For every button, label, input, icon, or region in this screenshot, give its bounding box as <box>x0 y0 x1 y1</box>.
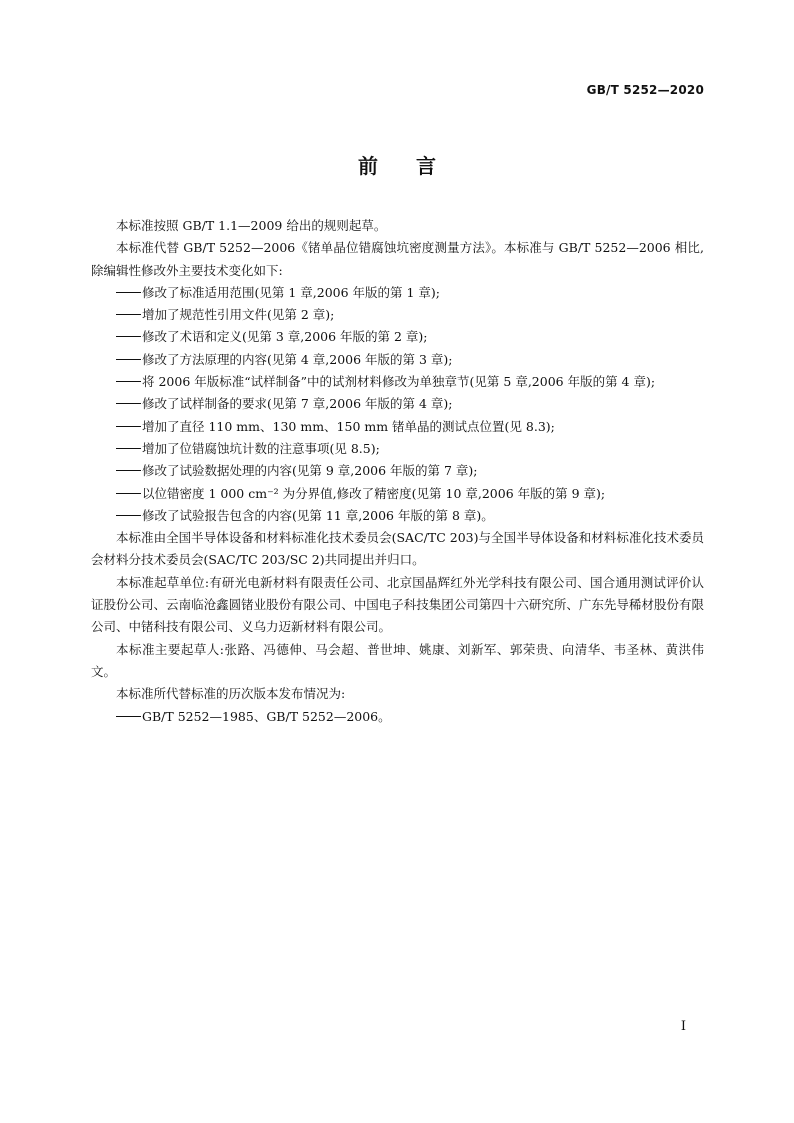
dash-marker <box>116 381 141 382</box>
dash-marker <box>116 359 141 360</box>
list-item: 修改了方法原理的内容(见第 4 章,2006 年版的第 3 章); <box>91 349 704 371</box>
dash-marker <box>116 515 141 516</box>
paragraph-replacement: 本标准代替 GB/T 5252—2006《锗单晶位错腐蚀坑密度测量方法》。本标准与 GB/T 5252—2006 相比,除编辑性修改外主要技术变化如下: <box>91 240 704 278</box>
changes-list <box>91 282 704 527</box>
dash-marker <box>116 448 141 449</box>
standard-code: GB/T 5252—2020 <box>586 83 704 97</box>
dash-marker <box>116 470 141 471</box>
foreword-body <box>91 215 704 728</box>
list-item: 以位错密度 1 000 cm⁻² 为分界值,修改了精密度(见第 10 章,2006 年版的第 9 章); <box>91 483 704 505</box>
list-item: 修改了标准适用范围(见第 1 章,2006 年版的第 1 章); <box>91 282 704 304</box>
list-item: 增加了直径 110 mm、130 mm、150 mm 锗单晶的测试点位置(见 8.3); <box>91 416 704 438</box>
dash-marker <box>116 493 141 494</box>
dash-marker <box>116 314 141 315</box>
paragraph-drafting-units: 本标准起草单位:有研光电新材料有限责任公司、北京国晶辉红外光学科技有限公司、国合通用测试评价认证股份公司、云南临沧鑫圆锗业股份有限公司、中国电子科技集团公司第四十六研究所、广东先导稀材股份有限公司、中锗科技有限公司、义乌力迈新材料有限公司。 <box>91 574 704 635</box>
list-item: 修改了试样制备的要求(见第 7 章,2006 年版的第 4 章); <box>91 393 704 415</box>
page-number: I <box>680 1019 686 1034</box>
dash-marker <box>116 403 141 404</box>
list-item: 修改了试验报告包含的内容(见第 11 章,2006 年版的第 8 章)。 <box>91 505 704 527</box>
paragraph-history-intro: 本标准所代替标准的历次版本发布情况为: <box>116 686 346 702</box>
paragraph-drafting-rules: 本标准按照 GB/T 1.1—2009 给出的规则起草。 <box>116 218 387 233</box>
paragraph-drafters: 本标准主要起草人:张路、冯德伸、马会超、普世坤、姚康、刘新军、郭荣贵、向清华、韦圣林、黄洪伟文。 <box>91 641 704 679</box>
page-title: 前言 <box>358 154 474 178</box>
dash-marker <box>116 716 141 717</box>
paragraph-proposed-by: 本标准由全国半导体设备和材料标准化技术委员会(SAC/TC 203)与全国半导体设备和材料标准化技术委员会材料分技术委员会(SAC/TC 203/SC 2)共同提出并归口。 <box>91 530 704 568</box>
list-item: 增加了位错腐蚀坑计数的注意事项(见 8.5); <box>91 438 704 460</box>
list-item: 修改了试验数据处理的内容(见第 9 章,2006 年版的第 7 章); <box>91 460 704 482</box>
dash-marker <box>116 336 141 337</box>
list-item: 将 2006 年版标准“试样制备”中的试剂材料修改为单独章节(见第 5 章,2006 年版的第 4 章); <box>91 371 704 393</box>
list-item: GB/T 5252—1985、GB/T 5252—2006。 <box>91 706 704 728</box>
list-item: 修改了术语和定义(见第 3 章,2006 年版的第 2 章); <box>91 326 704 348</box>
list-item: 增加了规范性引用文件(见第 2 章); <box>91 304 704 326</box>
dash-marker <box>116 292 141 293</box>
dash-marker <box>116 426 141 427</box>
